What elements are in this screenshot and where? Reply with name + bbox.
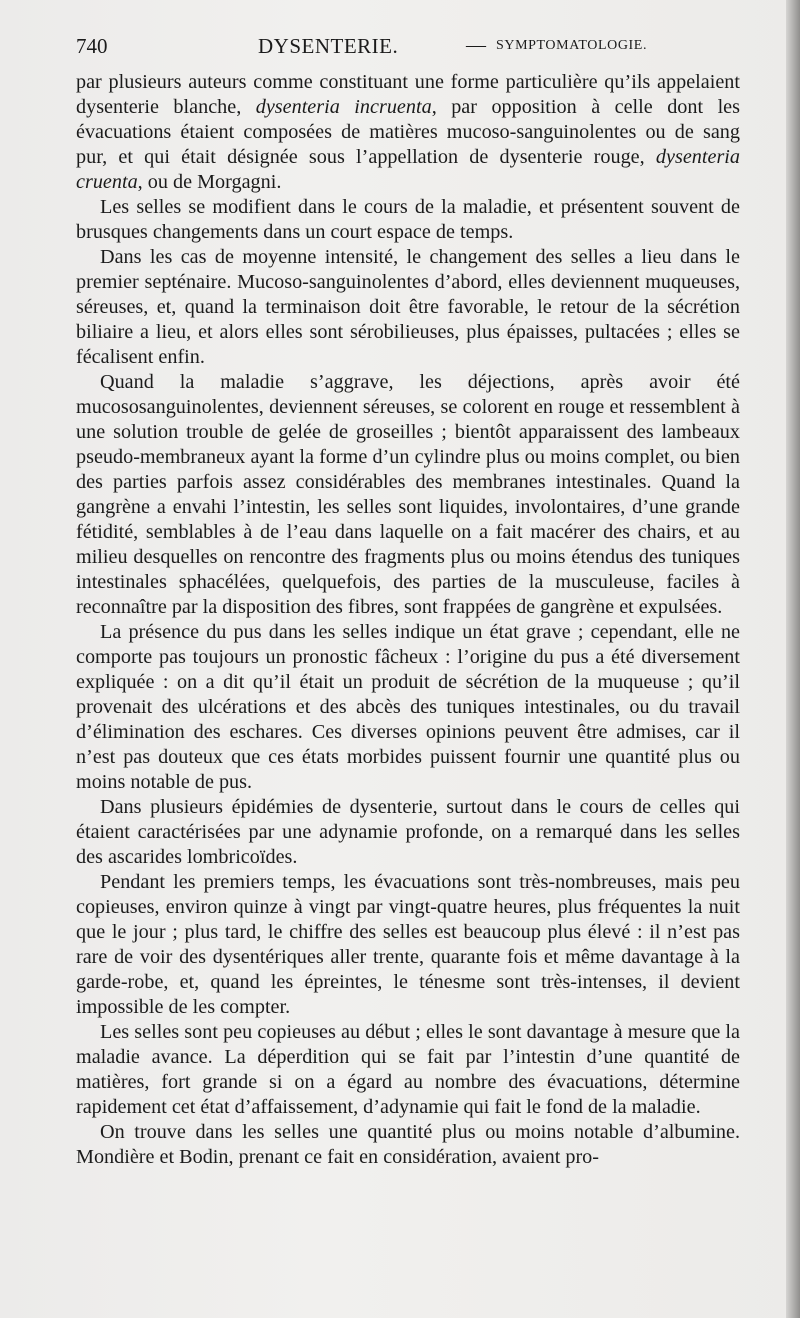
paragraph-1 [76, 70, 740, 195]
paragraph-1-part-a: par plusieurs auteurs comme constituant une forme particulière qu’ils appelaient dysenterie blanche, [76, 71, 740, 118]
page-edge-shadow [786, 0, 800, 1318]
paragraph-9: On trouve dans les selles une quantité plus ou moins notable d’albumine. Mondière et Bodin, prenant ce fait en considération, avaient pro- [76, 1121, 740, 1168]
paragraph-1-part-c: , ou de Morgagni. [137, 171, 282, 193]
header-dash: — [466, 34, 486, 56]
term-dysenteria-incruenta: dysenteria incruenta [255, 96, 432, 118]
paragraph-6: Dans plusieurs épidémies de dysenterie, surtout dans le cours de celles qui étaient caractérisées par une adynamie profonde, on a remarqué dans les selles des ascarides lombricoïdes. [76, 796, 740, 868]
paragraph-5: La présence du pus dans les selles indique un état grave ; cependant, elle ne comporte pas toujours un pronostic fâcheux : l’origine du pus a été diversement expliquée : on a dit qu’il était un produit de sécrétion de la muqueuse ; qu’il provenait des ulcérations et des abcès des tuniques intestinales, ou du travail d’élimination des eschares. Ces diverses opinions peuvent être admises, car il n’est pas douteux que ces états morbides puissent fournir une quantité plus ou moins notable de pus. [76, 621, 740, 793]
running-header [76, 34, 736, 64]
body-text [76, 70, 740, 1170]
page-number: 740 [76, 34, 108, 58]
paragraph-2: Les selles se modifient dans le cours de la maladie, et présentent souvent de brusques changements dans un court espace de temps. [76, 196, 740, 243]
running-subtitle: SYMPTOMATOLOGIE. [496, 38, 648, 53]
paragraph-1-part-b: , par opposition à celle dont les évacuations étaient composées de matières mucoso-sanguinolentes ou de sang pur, et qui était désignée sous l’appellation de dysenterie rouge, [76, 96, 740, 168]
term-dysenteria-cruenta: dysenteria cruenta [76, 146, 740, 193]
running-title: DYSENTERIE. [258, 34, 399, 58]
paragraph-4: Quand la maladie s’aggrave, les déjections, après avoir été mucososanguinolentes, deviennent séreuses, se colorent en rouge et ressemblent à une solution trouble de gelée de groseilles ; bientôt apparaissent des lambeaux pseudo-membraneux ayant la forme d’un cylindre plus ou moins complet, ou bien des parties parfois assez considérables des membranes intestinales. Quand la gangrène a envahi l’intestin, les selles sont liquides, involontaires, d’une grande fétidité, semblables à de l’eau dans laquelle on a fait macérer des chairs, et au milieu desquelles on rencontre des fragments plus ou moins étendus des tuniques intestinales sphacélées, quelquefois, des parties de la musculeuse, faciles à reconnaître par la disposition des fibres, sont frappées de gangrène et expulsées. [76, 371, 740, 618]
paragraph-3: Dans les cas de moyenne intensité, le changement des selles a lieu dans le premier septénaire. Mucoso-sanguinolentes d’abord, elles deviennent muqueuses, séreuses, et, quand la terminaison doit être favorable, le retour de la sécrétion biliaire a lieu, et alors elles sont sérobilieuses, plus épaisses, pultacées ; elles se fécalisent enfin. [76, 246, 740, 368]
paragraph-8: Les selles sont peu copieuses au début ; elles le sont davantage à mesure que la maladie avance. La déperdition qui se fait par l’intestin d’une quantité de matières, fort grande si on a égard au nombre des évacuations, détermine rapidement cet état d’affaissement, d’adynamie qui fait le fond de la maladie. [76, 1021, 740, 1118]
paragraph-7: Pendant les premiers temps, les évacuations sont très-nombreuses, mais peu copieuses, environ quinze à vingt par vingt-quatre heures, plus fréquentes la nuit que le jour ; plus tard, le chiffre des selles est beaucoup plus élevé : il n’est pas rare de voir des dysentériques aller trente, quarante fois et même davantage à la garde-robe, et, quand les épreintes, le ténesme sont très-intenses, il devient impossible de les compter. [76, 871, 740, 1018]
